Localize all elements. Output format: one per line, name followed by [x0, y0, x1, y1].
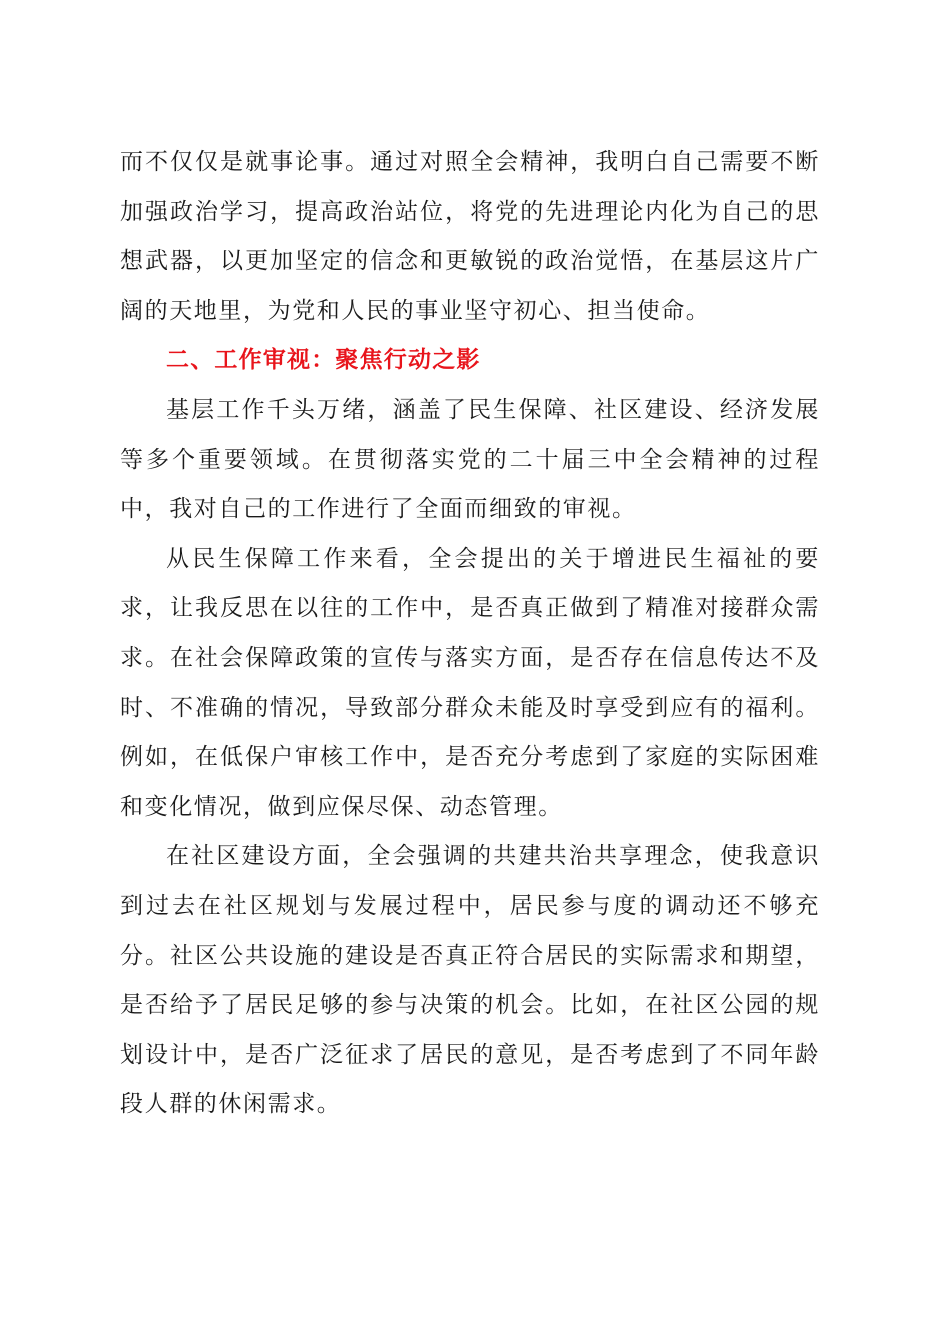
paragraph-work-overview: 基层工作千头万绪，涵盖了民生保障、社区建设、经济发展等多个重要领域。在贯彻落实党的二十届三中全会精神的过程中，我对自己的工作进行了全面而细致的审视。	[120, 396, 820, 523]
paragraph-community: 在社区建设方面，全会强调的共建共治共享理念，使我意识到过去在社区规划与发展过程中，居民参与度的调动还不够充分。社区公共设施的建设是否真正符合居民的实际需求和期望，是否给予了居民足够的参与决策的机会。比如，在社区公园的规划设计中，是否广泛征求了居民的意见，是否考虑到了不同年龄段人群的休闲需求。	[120, 843, 820, 1118]
section-heading: 二、工作审视：聚焦行动之影	[166, 347, 481, 374]
document-body	[120, 138, 820, 1130]
paragraph-livelihood: 从民生保障工作来看，全会提出的关于增进民生福祉的要求，让我反思在以往的工作中，是否真正做到了精准对接群众需求。在社会保障政策的宣传与落实方面，是否存在信息传达不及时、不准确的情况，导致部分群众未能及时享受到应有的福利。例如，在低保户审核工作中，是否充分考虑到了家庭的实际困难和变化情况，做到应保尽保、动态管理。	[120, 545, 820, 820]
paragraph-continuation: 而不仅仅是就事论事。通过对照全会精神，我明白自己需要不断加强政治学习，提高政治站位，将党的先进理论内化为自己的思想武器，以更加坚定的信念和更敏锐的政治觉悟，在基层这片广阔的天地里，为党和人民的事业坚守初心、担当使命。	[120, 149, 820, 324]
